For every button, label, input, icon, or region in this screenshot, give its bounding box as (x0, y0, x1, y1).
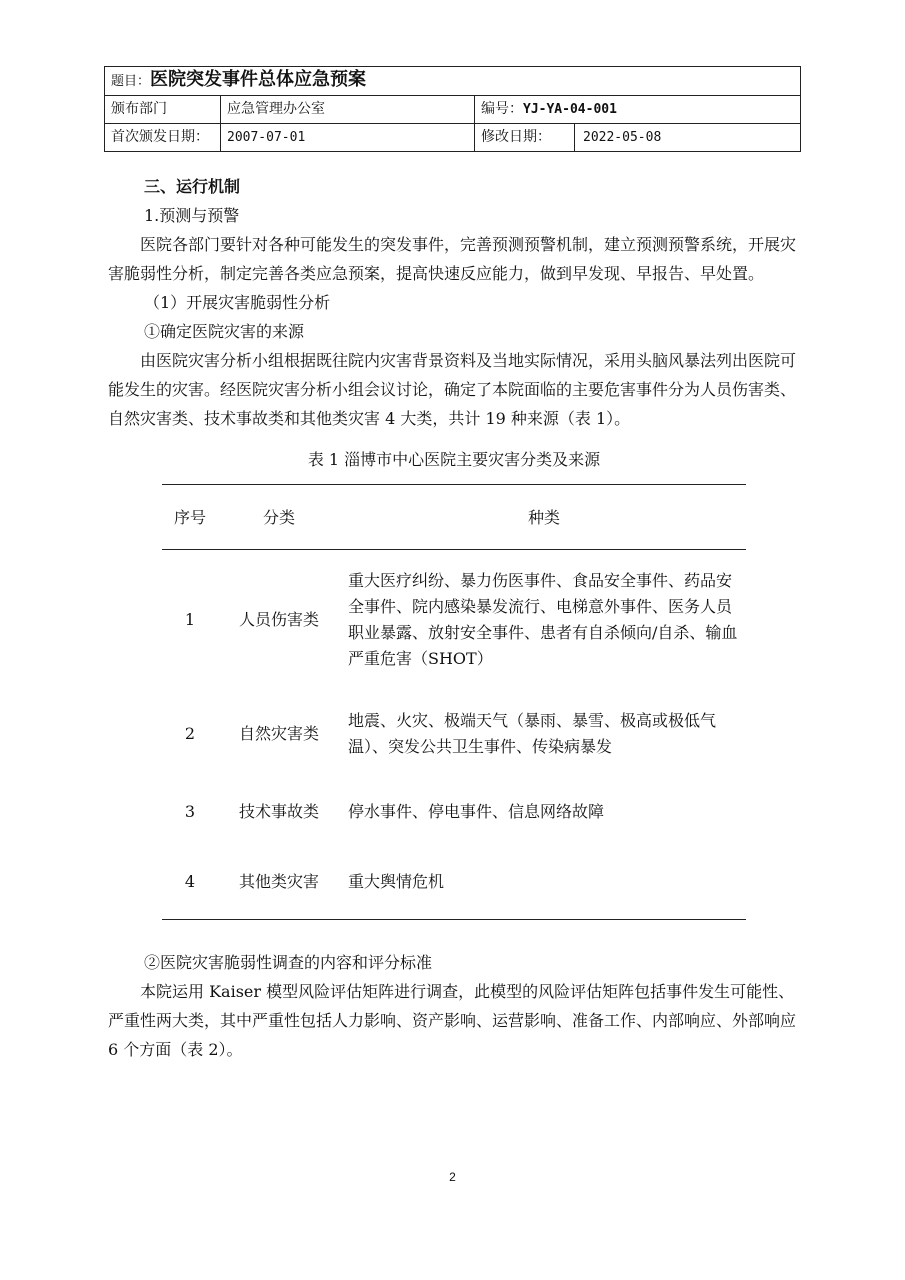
table-header-row (162, 485, 746, 550)
revise-date-value: 2022-05-08 (575, 124, 801, 152)
item-sub-heading-2: ②医院灾害脆弱性调查的内容和评分标准 (144, 953, 433, 972)
header-cell-category: 分类 (218, 485, 340, 550)
row-kind: 重大医疗纠纷、暴力伤医事件、食品安全事件、药品安全事件、院内感染暴发流行、电梯意外事件、医务人员职业暴露、放射安全事件、患者有自杀倾向/自杀、输血严重危害（SHOT） (348, 570, 738, 668)
row-no: 4 (162, 846, 218, 920)
dept-value: 应急管理办公室 (221, 96, 475, 124)
table-row (162, 778, 746, 846)
row-category: 自然灾害类 (238, 723, 319, 743)
page-number: 2 (449, 1170, 456, 1184)
document-title: 医院突发事件总体应急预案 (150, 69, 367, 90)
item-heading: （1）开展灾害脆弱性分析 (144, 293, 331, 312)
row-no: 1 (184, 609, 196, 629)
title-cell (105, 67, 801, 96)
row-no: 2 (184, 723, 196, 743)
date-row (105, 124, 801, 152)
dept-row (105, 96, 801, 124)
dept-label: 颁布部门 (105, 96, 221, 124)
document-header (104, 66, 801, 152)
revise-date-label: 修改日期： (475, 124, 575, 152)
title-prefix: 题目： (111, 74, 151, 89)
code-value: YJ-YA-04-001 (523, 102, 617, 117)
header-cell-kind: 种类 (340, 485, 746, 550)
item-sub-heading: ①确定医院灾害的来源 (144, 322, 305, 341)
code-cell (475, 96, 801, 124)
table-row (162, 550, 746, 690)
sub-heading: 1.预测与预警 (144, 206, 240, 225)
paragraph-kaiser: 本院运用 Kaiser 模型风险评估矩阵进行调查，此模型的风险评估矩阵包括事件发生可能性、严重性两大类，其中严重性包括人力影响、资产影响、运营影响、准备工作、内部响应、外部响应 6 个方面（表 2）。 (108, 982, 797, 1059)
hazard-table (162, 484, 746, 920)
section-heading: 三、运行机制 (144, 177, 241, 196)
paragraph-hazard-sources: 由医院灾害分析小组根据既往院内灾害背景资料及当地实际情况，采用头脑风暴法列出医院可能发生的灾害。经医院灾害分析小组会议讨论，确定了本院面临的主要危害事件分为人员伤害类、自然灾害类、技术事故类和其他类灾害 4 大类，共计 19 种来源（表 1）。 (108, 351, 797, 428)
paragraph-forecast: 医院各部门要针对各种可能发生的突发事件，完善预测预警机制，建立预测预警系统，开展灾害脆弱性分析，制定完善各类应急预案，提高快速反应能力，做到早发现、早报告、早处置。 (108, 235, 797, 283)
issue-date-value: 2007-07-01 (221, 124, 475, 152)
header-cell-no: 序号 (162, 485, 218, 550)
row-category: 技术事故类 (238, 801, 319, 821)
document-body (108, 172, 800, 1064)
row-kind: 重大舆情危机 (340, 846, 746, 920)
issue-date-label: 首次颁发日期： (105, 124, 221, 152)
row-kind: 停水事件、停电事件、信息网络故障 (348, 801, 605, 821)
row-kind: 地震、火灾、极端天气（暴雨、暴雪、极高或极低气温）、突发公共卫生事件、传染病暴发 (348, 710, 717, 756)
table-row (162, 846, 746, 920)
table-caption: 表 1 淄博市中心医院主要灾害分类及来源 (307, 450, 601, 469)
code-label: 编号： (481, 101, 523, 117)
row-category: 其他类灾害 (218, 846, 340, 920)
title-row (105, 67, 801, 96)
row-no: 3 (184, 801, 196, 821)
row-category: 人员伤害类 (238, 609, 319, 629)
table-row (162, 690, 746, 778)
